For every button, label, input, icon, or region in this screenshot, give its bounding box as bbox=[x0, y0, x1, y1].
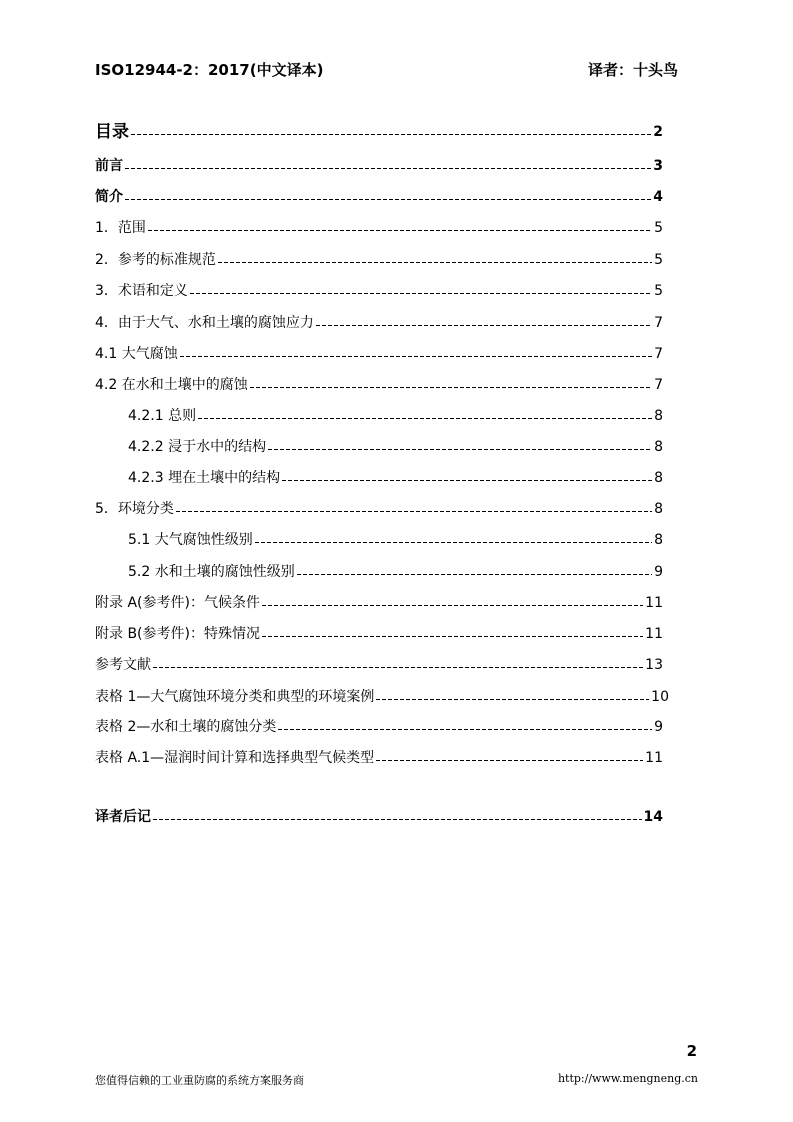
toc-entry-page: 7 bbox=[654, 346, 663, 362]
footer-slogan: 您值得信赖的工业重防腐的系统方案服务商 bbox=[95, 1074, 304, 1087]
toc-leader bbox=[218, 262, 652, 263]
toc-leader bbox=[153, 667, 643, 668]
toc-leader bbox=[297, 574, 652, 575]
toc-leader bbox=[153, 819, 642, 820]
toc-entry-afterword[interactable] bbox=[95, 806, 663, 826]
toc-entry-label: 4.2.2 浸于水中的结构 bbox=[128, 439, 267, 455]
toc-entry-page: 8 bbox=[654, 501, 663, 517]
toc-leader bbox=[125, 199, 651, 200]
toc-entry-page: 11 bbox=[645, 626, 663, 642]
toc-leader bbox=[376, 699, 649, 700]
page-number: 2 bbox=[686, 1042, 697, 1060]
toc-entry-page: 5 bbox=[654, 252, 663, 268]
toc-entry-page: 8 bbox=[654, 470, 663, 486]
toc-entry-page: 8 bbox=[654, 408, 663, 424]
toc-entry-scope[interactable] bbox=[95, 217, 663, 237]
toc-entry-4-2-2[interactable] bbox=[128, 436, 663, 456]
translator-credit: 译者：十头鸟 bbox=[587, 61, 678, 79]
toc-entry-page: 5 bbox=[654, 283, 663, 299]
toc-entry-page: 5 bbox=[654, 220, 663, 236]
toc-entry-annex-b[interactable] bbox=[95, 623, 663, 643]
toc-entry-page: 10 bbox=[651, 689, 669, 705]
toc-entry-5-1[interactable] bbox=[128, 529, 663, 549]
toc-entry-page: 14 bbox=[643, 809, 663, 825]
toc-entry-page: 3 bbox=[653, 158, 663, 174]
toc-entry-4-2-1[interactable] bbox=[128, 405, 663, 425]
toc-entry-introduction[interactable] bbox=[95, 186, 663, 206]
toc-entry-label: 1．范围 bbox=[95, 220, 146, 236]
toc-entry-label: 参考文献 bbox=[95, 657, 151, 673]
toc-entry-label: 5.1 大气腐蚀性级别 bbox=[128, 532, 253, 548]
toc-entry-label: 3．术语和定义 bbox=[95, 283, 188, 299]
toc-entry-label: 4.2 在水和土壤中的腐蚀 bbox=[95, 377, 248, 393]
toc-entry-label: 译者后记 bbox=[95, 809, 151, 825]
toc-entry-4-2-3[interactable] bbox=[128, 467, 663, 487]
toc-entry-label: 目录 bbox=[95, 122, 129, 142]
toc-leader bbox=[176, 511, 652, 512]
toc-leader bbox=[190, 293, 652, 294]
toc-entry-contents[interactable] bbox=[95, 121, 663, 141]
toc-entry-5-2[interactable] bbox=[128, 561, 663, 581]
toc-entry-label: 附录 B(参考件)：特殊情况 bbox=[95, 626, 260, 642]
toc-entry-label: 2．参考的标准规范 bbox=[95, 252, 216, 268]
toc-leader bbox=[180, 356, 652, 357]
toc-entry-4-2[interactable] bbox=[95, 374, 663, 394]
toc-entry-label: 表格 A.1—湿润时间计算和选择典型气候类型 bbox=[95, 750, 375, 766]
toc-entry-label: 附录 A(参考件)：气候条件 bbox=[95, 595, 260, 611]
toc-entry-label: 4.2.1 总则 bbox=[128, 408, 197, 424]
toc-leader bbox=[131, 134, 651, 135]
toc-entry-page: 11 bbox=[645, 750, 663, 766]
toc-entry-foreword[interactable] bbox=[95, 155, 663, 175]
toc-leader bbox=[376, 760, 643, 761]
toc-entry-page: 4 bbox=[653, 189, 663, 205]
toc-entry-bibliography[interactable] bbox=[95, 654, 663, 674]
toc-entry-page: 8 bbox=[654, 532, 663, 548]
toc-leader bbox=[282, 480, 652, 481]
toc-entry-normative-references[interactable] bbox=[95, 249, 663, 269]
toc-entry-table-1[interactable] bbox=[95, 686, 669, 706]
toc-entry-page: 9 bbox=[654, 564, 663, 580]
footer-url[interactable]: http://www.mengneng.cn bbox=[557, 1072, 698, 1085]
toc-entry-label: 表格 2—水和土壤的腐蚀分类 bbox=[95, 719, 277, 735]
toc-entry-label: 前言 bbox=[95, 158, 123, 174]
toc-entry-label: 5．环境分类 bbox=[95, 501, 174, 517]
toc-leader bbox=[268, 449, 652, 450]
document-title: ISO12944-2：2017(中文译本) bbox=[95, 61, 324, 79]
toc-entry-label: 4.2.3 埋在土壤中的结构 bbox=[128, 470, 281, 486]
toc-leader bbox=[148, 230, 652, 231]
toc-entry-terms[interactable] bbox=[95, 280, 663, 300]
toc-leader bbox=[250, 387, 652, 388]
toc-entry-label: 简介 bbox=[95, 189, 123, 205]
toc-entry-table-2[interactable] bbox=[95, 716, 663, 736]
toc-entry-label: 4．由于大气、水和土壤的腐蚀应力 bbox=[95, 315, 314, 331]
toc-leader bbox=[255, 542, 652, 543]
toc-leader bbox=[262, 605, 643, 606]
toc-leader bbox=[125, 168, 651, 169]
toc-entry-label: 5.2 水和土壤的腐蚀性级别 bbox=[128, 564, 295, 580]
toc-entry-page: 7 bbox=[654, 377, 663, 393]
toc-entry-page: 8 bbox=[654, 439, 663, 455]
toc-entry-page: 11 bbox=[645, 595, 663, 611]
toc-leader bbox=[316, 325, 652, 326]
toc-leader bbox=[262, 636, 643, 637]
toc-entry-page: 9 bbox=[654, 719, 663, 735]
toc-entry-4-1[interactable] bbox=[95, 343, 663, 363]
toc-entry-environment-classification[interactable] bbox=[95, 498, 663, 518]
toc-entry-label: 表格 1—大气腐蚀环境分类和典型的环境案例 bbox=[95, 689, 375, 705]
toc-entry-page: 2 bbox=[653, 124, 663, 140]
toc-entry-table-a1[interactable] bbox=[95, 747, 663, 767]
toc-entry-page: 7 bbox=[654, 315, 663, 331]
toc-leader bbox=[198, 418, 652, 419]
toc-leader bbox=[278, 729, 652, 730]
toc-entry-annex-a[interactable] bbox=[95, 592, 663, 612]
toc-entry-label: 4.1 大气腐蚀 bbox=[95, 346, 178, 362]
toc-entry-corrosion-stresses[interactable] bbox=[95, 312, 663, 332]
toc-entry-page: 13 bbox=[645, 657, 663, 673]
